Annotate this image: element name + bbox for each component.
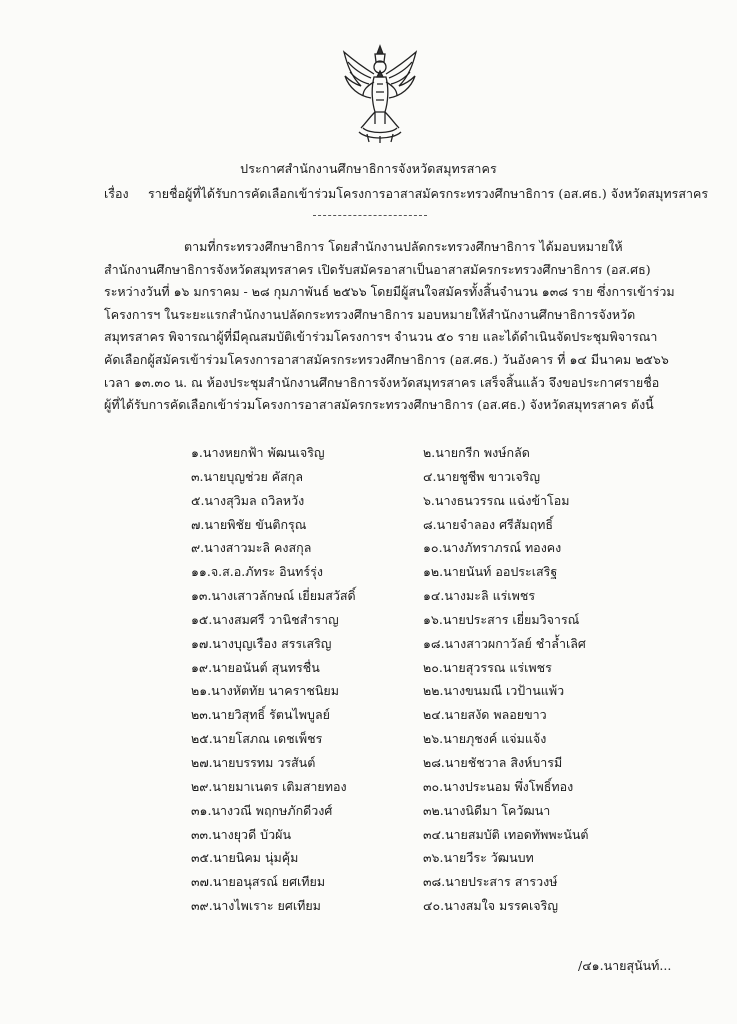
list-item: ๖.นางธนวรรณ แฉ่งข้าโอม [423,492,570,508]
list-item: ๑๒.นายนันท์ ออประเสริฐ [423,564,558,580]
body-line: ระหว่างวันที่ ๑๖ มกราคม - ๒๘ กุมภาพันธ์ ๒๕๖๖ โดยมีผู้สนใจสมัครทั้งสิ้นจำนวน ๑๓๘ ราย ซึ่งการเข้าร่วม [104,284,675,300]
list-item: ๑๓.นางเสาวลักษณ์ เยี่ยมสวัสดิ์ [191,588,356,604]
list-item: ๒๘.นายชัชวาล สิงห์บารมี [423,754,563,770]
list-item: ๓๖.นายวีระ วัฒนบท [423,850,534,866]
body-line: เวลา ๑๓.๓๐ น. ณ ห้องประชุมสำนักงานศึกษาธิการจังหวัดสมุทรสาคร เสร็จสิ้นแล้ว จึงขอประกาศรายชื่อ [104,374,660,390]
list-item: ๒๒.นางขนมณี เวป้านแพ้ว [423,683,565,699]
name-row [191,801,671,825]
name-row [191,443,671,467]
list-item: ๒๐.นายสุวรรณ แร่เพชร [423,659,552,675]
name-row [191,538,671,562]
divider [313,215,427,216]
name-row [191,896,671,920]
list-item: ๓๕.นายนิคม นุ่มคุ้ม [191,850,299,866]
name-row [191,872,671,896]
list-item: ๑๕.นางสมศรี วานิชสำราญ [191,611,339,627]
name-row [191,729,671,753]
body-line: สำนักงานศึกษาธิการจังหวัดสมุทรสาคร เปิดรับสมัครอาสาเป็นอาสาสมัครกระทรวงศึกษาธิการ (อส.ศธ) [104,261,651,277]
list-item: ๓๗.นายอนุสรณ์ ยศเทียม [191,874,326,890]
list-item: ๓๘.นายประสาร สารวงษ์ [423,874,558,890]
garuda-emblem-icon [341,44,419,144]
list-item: ๒๙.นายมาเนตร เติมสายทอง [191,778,347,794]
body-line: ผู้ที่ได้รับการคัดเลือกเข้าร่วมโครงการอาสาสมัครกระทรวงศึกษาธิการ (อส.ศธ.) จังหวัดสมุทรสาคร ดังนี้ [104,397,654,413]
list-item: ๔๐.นางสมใจ มรรคเจริญ [423,898,558,914]
name-row [191,491,671,515]
name-row [191,467,671,491]
list-item: ๑.นางหยกฟ้า พัฒนเจริญ [191,445,325,460]
list-item: ๘.นายจำลอง ศรีสัมฤทธิ์ [423,516,554,532]
name-row [191,825,671,849]
body-line: ตามที่กระทรวงศึกษาธิการ โดยสำนักงานปลัดกระทรวงศึกษาธิการ ได้มอบหมายให้ [184,239,623,254]
list-item: ๒๑.นางหัตทัย นาคราชนิยม [191,683,339,699]
list-item: ๒๔.นายสงัด พลอยขาว [423,707,547,723]
list-item: ๔.นายชูชีพ ขาวเจริญ [423,468,541,484]
list-item: ๓.นายบุญช่วย คัสกุล [191,468,304,484]
subject-text: รายชื่อผู้ที่ได้รับการคัดเลือกเข้าร่วมโครงการอาสาสมัครกระทรวงศึกษาธิการ (อส.ศธ.) จังหวัดสมุทรสาคร [148,186,709,201]
list-item: ๓๒.นางนิดีมา โควัฒนา [423,802,551,818]
list-item: ๑๖.นายประสาร เยี่ยมวิจารณ์ [423,611,580,627]
name-row [191,705,671,729]
list-item: ๑๔.นางมะลิ แร่เพชร [423,588,536,604]
body-paragraph [104,236,688,417]
list-item: ๑๐.นางภัทราภรณ์ ทองคง [423,540,562,556]
list-item: ๕.นางสุวิมล ถวิลหวัง [191,492,305,508]
name-list [191,443,671,920]
name-row [191,848,671,872]
list-item: ๒๗.นายบรรทม วรสันต์ [191,754,316,770]
list-item: ๑๑.จ.ส.อ.ภัทระ อินทร์รุ่ง [191,564,323,580]
list-item: ๑๙.นายอนันต์ สุนทรชื่น [191,659,320,675]
list-item: ๙.นางสาวมะลิ คงสกุล [191,540,312,556]
name-row [191,610,671,634]
body-line: คัดเลือกผู้สมัครเข้าร่วมโครงการอาสาสมัครกระทรวงศึกษาธิการ (อส.ศธ.) วันอังคาร ที่ ๑๔ มีนาคม ๒๕๖๖ [104,351,669,367]
name-row [191,753,671,777]
announcement-title: ประกาศสำนักงานศึกษาธิการจังหวัดสมุทรสาคร [240,161,497,176]
list-item: ๓๙.นางไพเราะ ยศเทียม [191,898,321,914]
body-line: โครงการฯ ในระยะแรกสำนักงานปลัดกระทรวงศึกษาธิการ มอบหมายให้สำนักงานศึกษาธิการจังหวัด [104,306,636,322]
name-row [191,634,671,658]
body-line: สมุทรสาคร พิจารณาผู้ที่มีคุณสมบัติเข้าร่วมโครงการฯ จำนวน ๕๐ ราย และได้ดำเนินจัดประชุมพิจารณา [104,329,658,345]
list-item: ๒.นายกรีก พงษ์กลัด [423,445,530,460]
list-item: ๓๐.นางประนอม พึ่งโพธิ์ทอง [423,778,574,794]
name-row [191,777,671,801]
list-item: ๒๕.นายโสภณ เดชเพ็ชร [191,731,323,747]
list-item: ๒๖.นายภุชงค์ แจ่มแจ้ง [423,731,547,747]
name-row [191,681,671,705]
list-item: ๓๔.นายสมบัติ เทอดทัพพะนันต์ [423,826,589,842]
name-row [191,515,671,539]
list-item: ๑๘.นางสาวผกาวัลย์ ชำล้ำเลิศ [423,635,586,651]
name-row [191,658,671,682]
list-item: ๓๓.นางยุวดี บัวผัน [191,826,291,842]
list-item: ๑๗.นางบุญเรือง สรรเสริญ [191,635,332,651]
name-row [191,586,671,610]
subject-line [104,184,709,204]
list-item: ๗.นายพิชัย ขันติกรุณ [191,516,307,532]
subject-label: เรื่อง [104,186,129,201]
list-item: ๓๑.นางวณี พฤกษภักดีวงศ์ [191,802,333,818]
list-item: ๒๓.นายวิสุทธิ์ รัตนไพบูลย์ [191,707,330,723]
name-row [191,562,671,586]
continuation-note: /๔๑.นายสุนันท์... [578,958,672,973]
